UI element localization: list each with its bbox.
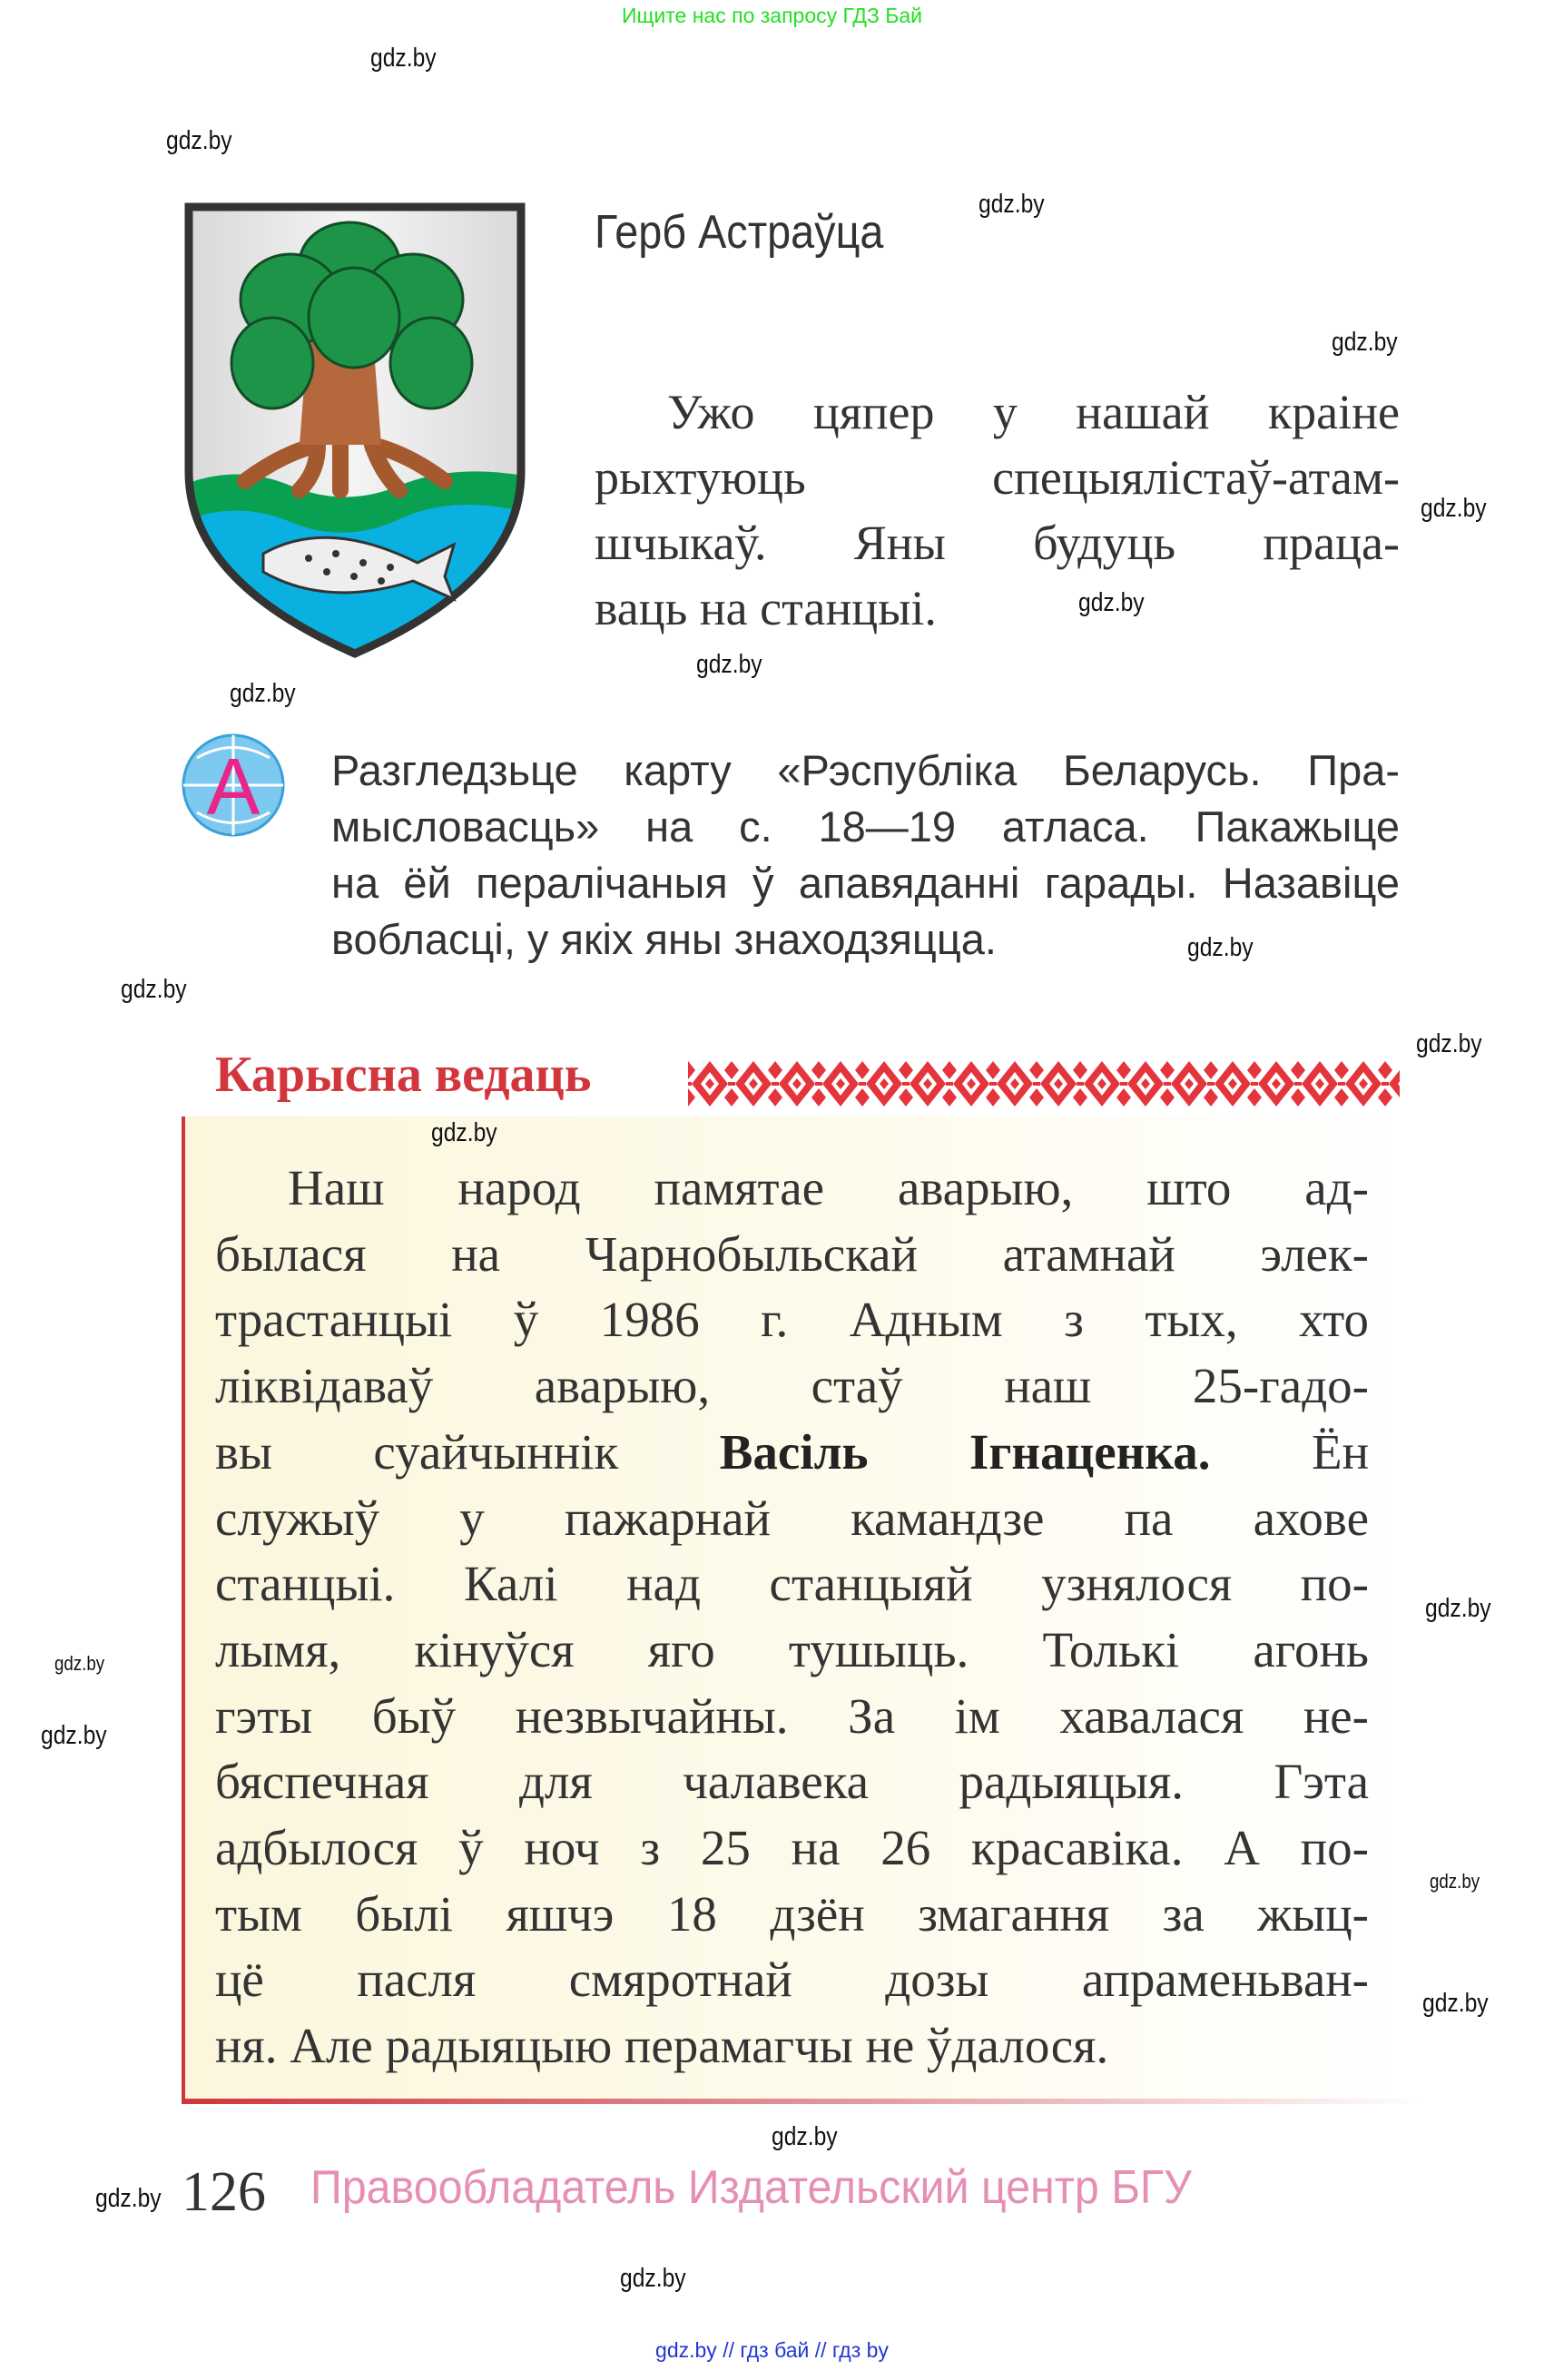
text-line: Разгледзьце карту «Рэспубліка Беларусь. Пра- <box>331 746 1400 794</box>
atlas-task-icon <box>181 733 286 838</box>
watermark: gdz.by <box>1416 1029 1482 1058</box>
text-segment: былася на Чарнобыльскай атамнай элек- <box>215 1225 1369 1282</box>
watermark: gdz.by <box>41 1721 107 1750</box>
text-segment: Наш народ памятае аварыю, што ад- <box>288 1160 1369 1215</box>
text-segment: ня. Але радыяцыю перамагчы не ўдалося. <box>215 2018 1109 2074</box>
text-line <box>215 1222 1369 1288</box>
coat-of-arms-caption: Герб Астраўца <box>595 206 884 259</box>
text-line <box>215 1420 1369 1486</box>
text-line: ваць на станцыі. <box>595 581 937 635</box>
watermark: gdz.by <box>1430 1870 1480 1893</box>
watermark: gdz.by <box>772 2122 838 2151</box>
useful-info-text <box>215 1156 1369 2080</box>
coat-of-arms-image <box>182 200 528 664</box>
atlas-task-letter: А <box>206 742 261 831</box>
text-segment: цё пасля смяротнай дозы апраменьван- <box>215 1952 1369 2008</box>
text-line <box>215 1353 1369 1420</box>
text-line <box>215 1287 1369 1353</box>
text-line: шчыкаў. Яны будуць праца- <box>595 516 1400 570</box>
text-line <box>215 1618 1369 1684</box>
text-segment: трастанцыі ў 1986 г. Адным з тых, хто <box>215 1292 1369 1348</box>
watermark: gdz.by <box>696 650 762 679</box>
hero-name: Васіль Ігнаценка. <box>719 1423 1211 1480</box>
watermark: gdz.by <box>431 1118 497 1147</box>
intro-paragraph <box>595 379 1400 641</box>
text-line <box>215 2013 1369 2080</box>
text-segment: станцыі. Калі над станцыяй узнялося по- <box>215 1556 1369 1612</box>
text-line: на ёй пералічаныя ў апавяданні гарады. Назавіце <box>331 859 1400 907</box>
text-line <box>215 1486 1369 1552</box>
text-segment: Ён <box>1210 1423 1370 1480</box>
box-bottom-border <box>182 2099 1425 2104</box>
watermark: gdz.by <box>230 679 296 708</box>
watermark: gdz.by <box>54 1652 105 1675</box>
text-line <box>215 1882 1369 1948</box>
text-line: мысловасць» на с. 18—19 атласа. Пакажыце <box>331 802 1400 851</box>
text-segment: лымя, кінуўся яго тушыць. Толькі агонь <box>215 1621 1369 1677</box>
text-segment: ліквідаваў аварыю, стаў наш 25-гадо- <box>215 1358 1369 1414</box>
watermark: gdz.by <box>979 190 1045 219</box>
text-line <box>215 1749 1369 1815</box>
text-line <box>215 1947 1369 2013</box>
text-segment: адбылося ў ноч з 25 на 26 красавіка. А по- <box>215 1820 1369 1876</box>
watermark: gdz.by <box>1332 328 1398 357</box>
text-line <box>215 1551 1369 1618</box>
page-number: 126 <box>182 2161 266 2223</box>
watermark: gdz.by <box>166 126 232 155</box>
watermark: gdz.by <box>1187 933 1254 962</box>
text-segment: гэты быў незвычайны. За ім хавалася не- <box>215 1687 1369 1744</box>
text-line <box>215 1156 1369 1222</box>
watermark: gdz.by <box>1422 1989 1489 2018</box>
watermark: gdz.by <box>620 2264 686 2293</box>
watermark: gdz.by <box>1421 494 1487 523</box>
text-line <box>215 1815 1369 1882</box>
text-line: рыхтуюць спецыялістаў-атам- <box>595 450 1400 505</box>
text-segment: вы суайчыннік <box>215 1423 720 1480</box>
watermark: gdz.by <box>1425 1594 1491 1623</box>
section-heading: Карысна ведаць <box>215 1047 592 1103</box>
ornament-border-icon <box>688 1057 1400 1110</box>
watermark: gdz.by <box>95 2184 162 2213</box>
text-line <box>215 1684 1369 1750</box>
copyright-notice: Правообладатель Издательский центр БГУ <box>310 2161 1192 2214</box>
text-segment: служыў у пажарнай камандзе па ахове <box>215 1490 1369 1546</box>
text-segment: тым былі яшчэ 18 дзён змагання за жыц- <box>215 1885 1369 1942</box>
text-line: Ужо цяпер у нашай краіне <box>667 385 1400 439</box>
text-segment: бяспечная для чалавека радыяцыя. Гэта <box>215 1754 1369 1810</box>
watermark: gdz.by <box>370 44 437 73</box>
watermark: gdz.by <box>121 975 187 1004</box>
watermark: gdz.by <box>1078 588 1145 617</box>
search-hint[interactable]: Ищите нас по запросу ГДЗ Бай <box>621 4 923 27</box>
footer-links[interactable]: gdz.by // гдз бай // гдз by <box>655 2338 889 2362</box>
text-line: вобласці, у якіх яны знаходзяцца. <box>331 915 997 963</box>
